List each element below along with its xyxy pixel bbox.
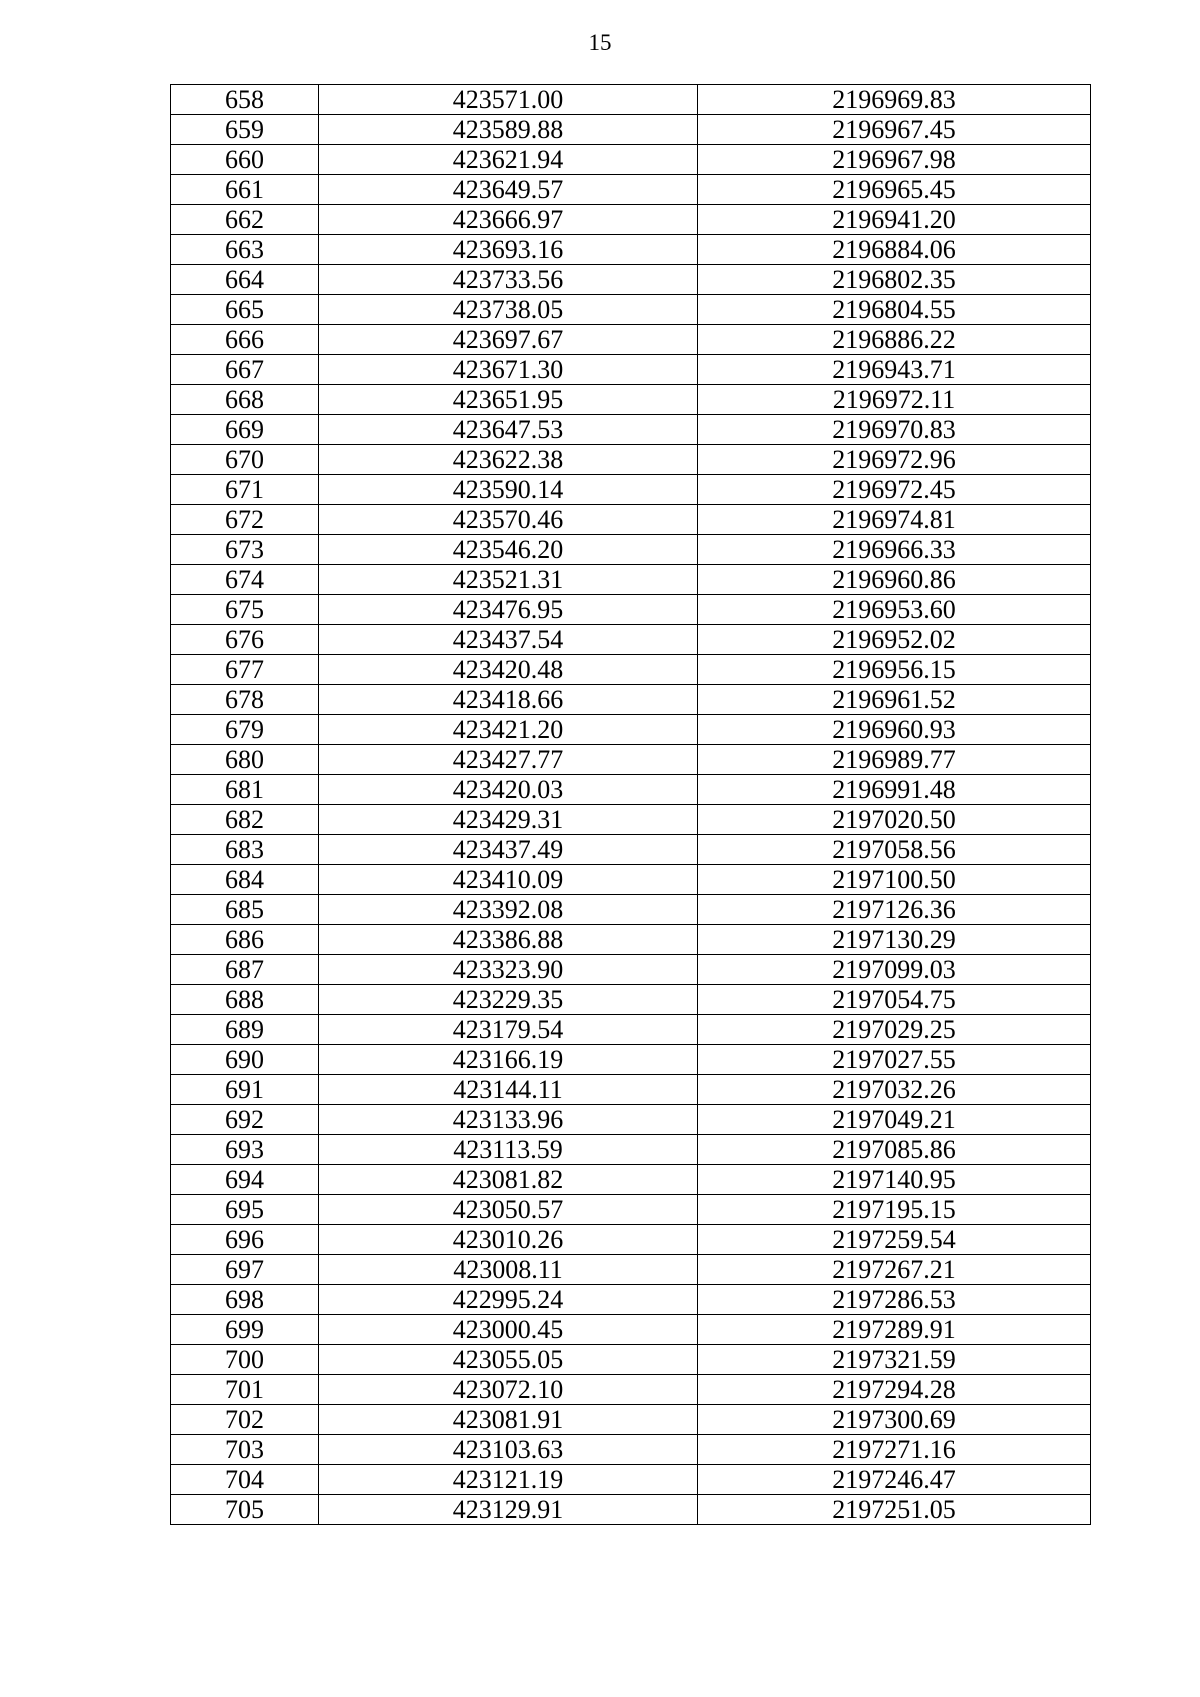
x-coordinate-cell: 423229.35 (319, 985, 698, 1015)
point-number-cell: 676 (171, 625, 319, 655)
table-row (171, 1465, 1091, 1495)
table-row (171, 1375, 1091, 1405)
y-coordinate-cell: 2196960.86 (698, 565, 1091, 595)
point-number-cell: 694 (171, 1165, 319, 1195)
point-number-cell: 677 (171, 655, 319, 685)
x-coordinate-cell: 423010.26 (319, 1225, 698, 1255)
table-row (171, 325, 1091, 355)
table-row (171, 775, 1091, 805)
x-coordinate-cell: 423420.03 (319, 775, 698, 805)
y-coordinate-cell: 2196969.83 (698, 85, 1091, 115)
y-coordinate-cell: 2196941.20 (698, 205, 1091, 235)
point-number-cell: 670 (171, 445, 319, 475)
point-number-cell: 674 (171, 565, 319, 595)
table-row (171, 1015, 1091, 1045)
coordinates-table-body (171, 85, 1091, 1525)
x-coordinate-cell: 423651.95 (319, 385, 698, 415)
x-coordinate-cell: 423427.77 (319, 745, 698, 775)
y-coordinate-cell: 2196886.22 (698, 325, 1091, 355)
x-coordinate-cell: 423671.30 (319, 355, 698, 385)
y-coordinate-cell: 2197294.28 (698, 1375, 1091, 1405)
point-number-cell: 663 (171, 235, 319, 265)
x-coordinate-cell: 423622.38 (319, 445, 698, 475)
table-row (171, 1045, 1091, 1075)
y-coordinate-cell: 2197140.95 (698, 1165, 1091, 1195)
table-row (171, 115, 1091, 145)
point-number-cell: 695 (171, 1195, 319, 1225)
point-number-cell: 659 (171, 115, 319, 145)
table-row (171, 1165, 1091, 1195)
point-number-cell: 680 (171, 745, 319, 775)
table-row (171, 865, 1091, 895)
y-coordinate-cell: 2197049.21 (698, 1105, 1091, 1135)
table-row (171, 1255, 1091, 1285)
point-number-cell: 684 (171, 865, 319, 895)
y-coordinate-cell: 2197289.91 (698, 1315, 1091, 1345)
table-row (171, 685, 1091, 715)
table-row (171, 745, 1091, 775)
point-number-cell: 690 (171, 1045, 319, 1075)
table-row (171, 1195, 1091, 1225)
point-number-cell: 665 (171, 295, 319, 325)
x-coordinate-cell: 423121.19 (319, 1465, 698, 1495)
point-number-cell: 675 (171, 595, 319, 625)
x-coordinate-cell: 423418.66 (319, 685, 698, 715)
x-coordinate-cell: 423129.91 (319, 1495, 698, 1525)
y-coordinate-cell: 2196967.45 (698, 115, 1091, 145)
y-coordinate-cell: 2196967.98 (698, 145, 1091, 175)
table-row (171, 205, 1091, 235)
x-coordinate-cell: 423166.19 (319, 1045, 698, 1075)
point-number-cell: 689 (171, 1015, 319, 1045)
x-coordinate-cell: 423392.08 (319, 895, 698, 925)
x-coordinate-cell: 423386.88 (319, 925, 698, 955)
table-row (171, 625, 1091, 655)
point-number-cell: 671 (171, 475, 319, 505)
y-coordinate-cell: 2197267.21 (698, 1255, 1091, 1285)
x-coordinate-cell: 422995.24 (319, 1285, 698, 1315)
table-row (171, 1345, 1091, 1375)
x-coordinate-cell: 423081.82 (319, 1165, 698, 1195)
y-coordinate-cell: 2196884.06 (698, 235, 1091, 265)
y-coordinate-cell: 2197058.56 (698, 835, 1091, 865)
point-number-cell: 693 (171, 1135, 319, 1165)
x-coordinate-cell: 423621.94 (319, 145, 698, 175)
x-coordinate-cell: 423546.20 (319, 535, 698, 565)
x-coordinate-cell: 423570.46 (319, 505, 698, 535)
y-coordinate-cell: 2196952.02 (698, 625, 1091, 655)
y-coordinate-cell: 2197195.15 (698, 1195, 1091, 1225)
x-coordinate-cell: 423103.63 (319, 1435, 698, 1465)
y-coordinate-cell: 2196972.11 (698, 385, 1091, 415)
y-coordinate-cell: 2196989.77 (698, 745, 1091, 775)
point-number-cell: 702 (171, 1405, 319, 1435)
x-coordinate-cell: 423697.67 (319, 325, 698, 355)
table-row (171, 1285, 1091, 1315)
table-row (171, 1435, 1091, 1465)
point-number-cell: 679 (171, 715, 319, 745)
table-row (171, 385, 1091, 415)
point-number-cell: 669 (171, 415, 319, 445)
x-coordinate-cell: 423521.31 (319, 565, 698, 595)
point-number-cell: 688 (171, 985, 319, 1015)
table-row (171, 535, 1091, 565)
y-coordinate-cell: 2196961.52 (698, 685, 1091, 715)
y-coordinate-cell: 2196970.83 (698, 415, 1091, 445)
table-row (171, 895, 1091, 925)
table-row (171, 715, 1091, 745)
point-number-cell: 697 (171, 1255, 319, 1285)
x-coordinate-cell: 423476.95 (319, 595, 698, 625)
table-row (171, 265, 1091, 295)
y-coordinate-cell: 2196991.48 (698, 775, 1091, 805)
x-coordinate-cell: 423733.56 (319, 265, 698, 295)
y-coordinate-cell: 2197126.36 (698, 895, 1091, 925)
y-coordinate-cell: 2196966.33 (698, 535, 1091, 565)
table-row (171, 955, 1091, 985)
x-coordinate-cell: 423055.05 (319, 1345, 698, 1375)
x-coordinate-cell: 423072.10 (319, 1375, 698, 1405)
point-number-cell: 682 (171, 805, 319, 835)
table-row (171, 925, 1091, 955)
y-coordinate-cell: 2197085.86 (698, 1135, 1091, 1165)
table-row (171, 1315, 1091, 1345)
x-coordinate-cell: 423323.90 (319, 955, 698, 985)
point-number-cell: 683 (171, 835, 319, 865)
y-coordinate-cell: 2196960.93 (698, 715, 1091, 745)
y-coordinate-cell: 2197054.75 (698, 985, 1091, 1015)
point-number-cell: 672 (171, 505, 319, 535)
point-number-cell: 666 (171, 325, 319, 355)
page-number: 15 (588, 30, 612, 55)
point-number-cell: 662 (171, 205, 319, 235)
table-row (171, 1075, 1091, 1105)
point-number-cell: 667 (171, 355, 319, 385)
point-number-cell: 660 (171, 145, 319, 175)
table-row (171, 85, 1091, 115)
point-number-cell: 661 (171, 175, 319, 205)
x-coordinate-cell: 423666.97 (319, 205, 698, 235)
point-number-cell: 700 (171, 1345, 319, 1375)
y-coordinate-cell: 2197130.29 (698, 925, 1091, 955)
table-row (171, 475, 1091, 505)
y-coordinate-cell: 2197020.50 (698, 805, 1091, 835)
table-row (171, 1135, 1091, 1165)
point-number-cell: 685 (171, 895, 319, 925)
y-coordinate-cell: 2197300.69 (698, 1405, 1091, 1435)
y-coordinate-cell: 2196943.71 (698, 355, 1091, 385)
x-coordinate-cell: 423179.54 (319, 1015, 698, 1045)
y-coordinate-cell: 2196953.60 (698, 595, 1091, 625)
point-number-cell: 658 (171, 85, 319, 115)
table-row (171, 1495, 1091, 1525)
x-coordinate-cell: 423133.96 (319, 1105, 698, 1135)
coordinates-table (170, 84, 1091, 1525)
y-coordinate-cell: 2196972.96 (698, 445, 1091, 475)
point-number-cell: 705 (171, 1495, 319, 1525)
x-coordinate-cell: 423420.48 (319, 655, 698, 685)
x-coordinate-cell: 423113.59 (319, 1135, 698, 1165)
point-number-cell: 681 (171, 775, 319, 805)
point-number-cell: 673 (171, 535, 319, 565)
x-coordinate-cell: 423410.09 (319, 865, 698, 895)
y-coordinate-cell: 2197029.25 (698, 1015, 1091, 1045)
x-coordinate-cell: 423429.31 (319, 805, 698, 835)
y-coordinate-cell: 2196972.45 (698, 475, 1091, 505)
y-coordinate-cell: 2197099.03 (698, 955, 1091, 985)
table-row (171, 835, 1091, 865)
x-coordinate-cell: 423000.45 (319, 1315, 698, 1345)
point-number-cell: 698 (171, 1285, 319, 1315)
x-coordinate-cell: 423421.20 (319, 715, 698, 745)
table-row (171, 355, 1091, 385)
point-number-cell: 686 (171, 925, 319, 955)
table-row (171, 445, 1091, 475)
y-coordinate-cell: 2197286.53 (698, 1285, 1091, 1315)
table-row (171, 415, 1091, 445)
point-number-cell: 691 (171, 1075, 319, 1105)
table-row (171, 145, 1091, 175)
x-coordinate-cell: 423050.57 (319, 1195, 698, 1225)
y-coordinate-cell: 2197251.05 (698, 1495, 1091, 1525)
table-row (171, 595, 1091, 625)
y-coordinate-cell: 2197271.16 (698, 1435, 1091, 1465)
y-coordinate-cell: 2196956.15 (698, 655, 1091, 685)
y-coordinate-cell: 2197032.26 (698, 1075, 1091, 1105)
table-row (171, 235, 1091, 265)
point-number-cell: 704 (171, 1465, 319, 1495)
y-coordinate-cell: 2196965.45 (698, 175, 1091, 205)
y-coordinate-cell: 2197027.55 (698, 1045, 1091, 1075)
table-row (171, 295, 1091, 325)
y-coordinate-cell: 2197100.50 (698, 865, 1091, 895)
x-coordinate-cell: 423081.91 (319, 1405, 698, 1435)
x-coordinate-cell: 423738.05 (319, 295, 698, 325)
x-coordinate-cell: 423571.00 (319, 85, 698, 115)
table-row (171, 1225, 1091, 1255)
point-number-cell: 696 (171, 1225, 319, 1255)
table-row (171, 505, 1091, 535)
table-row (171, 805, 1091, 835)
x-coordinate-cell: 423437.54 (319, 625, 698, 655)
table-row (171, 175, 1091, 205)
table-row (171, 655, 1091, 685)
y-coordinate-cell: 2197246.47 (698, 1465, 1091, 1495)
x-coordinate-cell: 423590.14 (319, 475, 698, 505)
point-number-cell: 664 (171, 265, 319, 295)
x-coordinate-cell: 423144.11 (319, 1075, 698, 1105)
table-row (171, 1105, 1091, 1135)
point-number-cell: 678 (171, 685, 319, 715)
point-number-cell: 703 (171, 1435, 319, 1465)
x-coordinate-cell: 423647.53 (319, 415, 698, 445)
y-coordinate-cell: 2196974.81 (698, 505, 1091, 535)
x-coordinate-cell: 423008.11 (319, 1255, 698, 1285)
table-row (171, 565, 1091, 595)
x-coordinate-cell: 423649.57 (319, 175, 698, 205)
point-number-cell: 687 (171, 955, 319, 985)
y-coordinate-cell: 2197259.54 (698, 1225, 1091, 1255)
y-coordinate-cell: 2196804.55 (698, 295, 1091, 325)
point-number-cell: 668 (171, 385, 319, 415)
y-coordinate-cell: 2197321.59 (698, 1345, 1091, 1375)
point-number-cell: 692 (171, 1105, 319, 1135)
table-row (171, 1405, 1091, 1435)
x-coordinate-cell: 423589.88 (319, 115, 698, 145)
point-number-cell: 699 (171, 1315, 319, 1345)
x-coordinate-cell: 423437.49 (319, 835, 698, 865)
x-coordinate-cell: 423693.16 (319, 235, 698, 265)
y-coordinate-cell: 2196802.35 (698, 265, 1091, 295)
point-number-cell: 701 (171, 1375, 319, 1405)
table-row (171, 985, 1091, 1015)
